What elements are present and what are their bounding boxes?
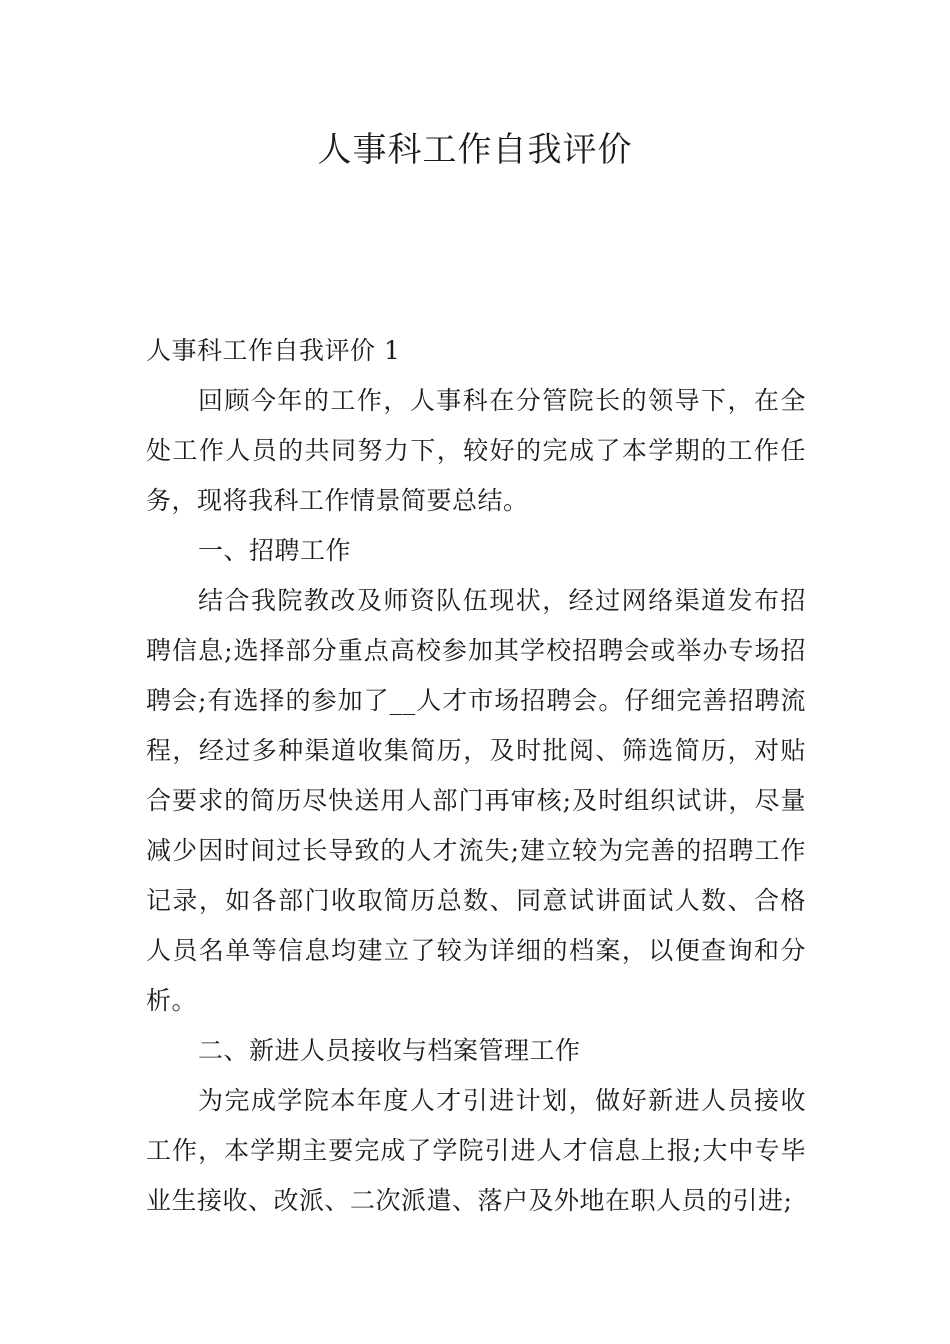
- section-subtitle: 人事科工作自我评价 1: [146, 336, 401, 365]
- document-body: [146, 326, 806, 1226]
- paragraph-onboarding: 为完成学院本年度人才引进计划，做好新进人员接收工作，本学期主要完成了学院引进人才信息上报;大中专毕业生接收、改派、二次派遣、落户及外地在职人员的引进;: [146, 1086, 806, 1215]
- paragraph-intro: 回顾今年的工作，人事科在分管院长的领导下，在全处工作人员的共同努力下，较好的完成了本学期的工作任务，现将我科工作情景简要总结。: [146, 386, 806, 515]
- paragraph-recruitment: 结合我院教改及师资队伍现状，经过网络渠道发布招聘信息;选择部分重点高校参加其学校招聘会或举办专场招聘会;有选择的参加了__人才市场招聘会。仔细完善招聘流程，经过多种渠道收集简历，及时批阅、筛选简历，对贴合要求的简历尽快送用人部门再审核;及时组织试讲，尽量减少因时间过长导致的人才流失;建立较为完善的招聘工作记录，如各部门收取简历总数、同意试讲面试人数、合格人员名单等信息均建立了较为详细的档案，以便查询和分析。: [146, 586, 806, 1015]
- section-heading-onboarding: 二、新进人员接收与档案管理工作: [198, 1036, 581, 1065]
- section-heading-recruitment: 一、招聘工作: [198, 536, 352, 565]
- document-title: 人事科工作自我评价: [317, 130, 633, 170]
